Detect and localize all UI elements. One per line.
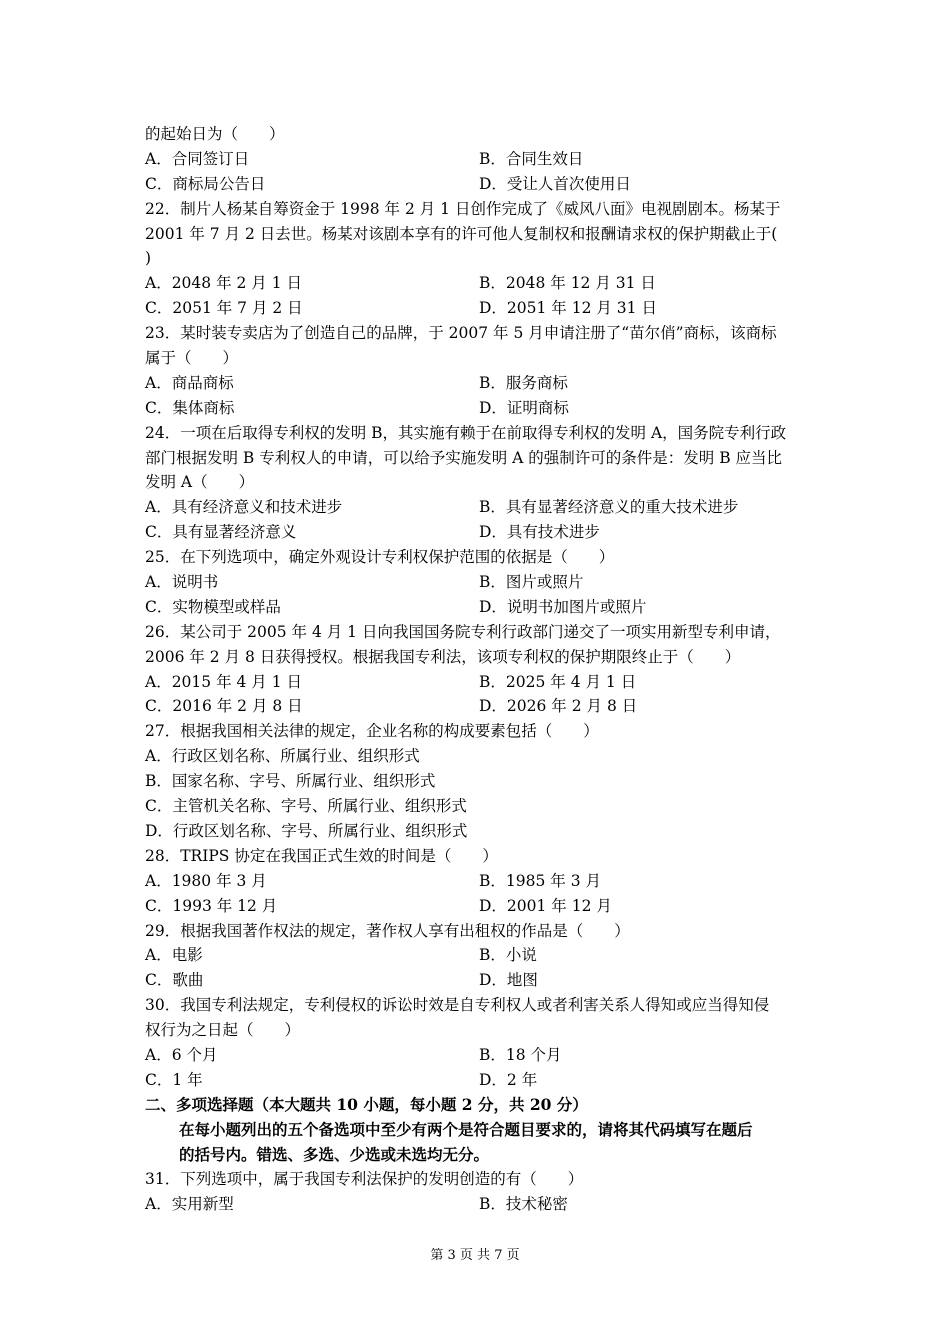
q21-option-b: B．合同生效日 [479, 149, 584, 168]
q22-text-line1: 22．制片人杨某自筹资金于 1998 年 2 月 1 日创作完成了《威风八面》电视剧剧本。杨某于 [145, 199, 781, 218]
q26-options-row1 [145, 670, 810, 695]
page-footer: 第 3 页 共 7 页 [430, 1248, 520, 1263]
q26-option-c: C．2016 年 2 月 8 日 [145, 697, 303, 716]
q22-options-row2 [145, 296, 810, 321]
q29-options-row2 [145, 968, 810, 993]
q28-option-a: A．1980 年 3 月 [145, 871, 267, 890]
q22-option-b: B．2048 年 12 月 31 日 [479, 274, 656, 293]
q21-options-row2 [145, 172, 810, 197]
q27-option-c: C．主管机关名称、字号、所属行业、组织形式 [145, 797, 467, 816]
q24-text-line1: 24．一项在后取得专利权的发明 B，其实施有赖于在前取得专利权的发明 A，国务院专利行政 [145, 423, 787, 442]
q24-option-b: B．具有显著经济意义的重大技术进步 [479, 498, 739, 517]
q28-option-b: B．1985 年 3 月 [479, 871, 601, 890]
q30-option-d: D．2 年 [479, 1070, 538, 1089]
q21-options-row1 [145, 147, 810, 172]
q25-option-a: A．说明书 [145, 573, 219, 592]
q21-option-d: D．受让人首次使用日 [479, 174, 631, 193]
q28-options-row2 [145, 894, 810, 919]
q28-options-row1 [145, 869, 810, 894]
q25-option-c: C．实物模型或样品 [145, 597, 281, 616]
q26-options-row2 [145, 694, 810, 719]
q30-options-row1 [145, 1043, 810, 1068]
q22-text-line3: ) [145, 249, 152, 268]
q30-options-row2 [145, 1068, 810, 1093]
q22-text-line2: 2001 年 7 月 2 日去世。杨某对该剧本享有的许可他人复制权和报酬请求权的保护期截止于( [145, 224, 778, 243]
q21-option-c: C．商标局公告日 [145, 174, 266, 193]
q29-option-b: B．小说 [479, 946, 537, 965]
q23-text-line1: 23．某时装专卖店为了创造自己的品牌，于 2007 年 5 月申请注册了“苗尔俏”商标，该商标 [145, 324, 777, 343]
q27-text: 27．根据我国相关法律的规定，企业名称的构成要素包括（ ） [145, 722, 599, 741]
q23-option-a: A．商品商标 [145, 373, 234, 392]
q29-option-d: D．地图 [479, 971, 538, 990]
q24-text-line3: 发明 A（ ） [145, 473, 255, 492]
q31-option-b: B．技术秘密 [479, 1195, 568, 1214]
q21-text: 的起始日为（ ） [145, 125, 285, 143]
q22-options-row1 [145, 271, 810, 296]
q29-option-a: A．电影 [145, 946, 203, 965]
q30-text-line2: 权行为之日起（ ） [145, 1021, 301, 1040]
q29-text: 29．根据我国著作权法的规定，著作权人享有出租权的作品是（ ） [145, 921, 630, 940]
section2-instructions-line1: 在每小题列出的五个备选项中至少有两个是符合题目要求的，请将其代码填写在题后 [179, 1119, 753, 1139]
q30-option-b: B．18 个月 [479, 1045, 562, 1064]
q27-option-a: A．行政区划名称、所属行业、组织形式 [145, 747, 420, 766]
q25-options-row1 [145, 570, 810, 595]
q23-option-c: C．集体商标 [145, 398, 235, 417]
q24-options-row2 [145, 520, 810, 545]
q26-option-d: D．2026 年 2 月 8 日 [479, 697, 638, 716]
q25-option-d: D．说明书加图片或照片 [479, 597, 647, 616]
section2-instructions-line2: 的括号内。错选、多选、少选或未选均无分。 [179, 1144, 490, 1164]
q29-option-c: C．歌曲 [145, 971, 204, 990]
q28-option-c: C．1993 年 12 月 [145, 896, 278, 915]
q22-option-d: D．2051 年 12 月 31 日 [479, 299, 657, 318]
q28-text: 28．TRIPS 协定在我国正式生效的时间是（ ） [145, 846, 498, 865]
q30-option-a: A．6 个月 [145, 1045, 218, 1064]
q26-option-b: B．2025 年 4 月 1 日 [479, 672, 637, 691]
q27-option-d: D．行政区划名称、字号、所属行业、组织形式 [145, 821, 468, 840]
q21-option-a: A．合同签订日 [145, 149, 250, 168]
section2-title: 二、多项选择题（本大题共 10 小题，每小题 2 分，共 20 分） [145, 1094, 588, 1114]
q22-option-c: C．2051 年 7 月 2 日 [145, 299, 303, 318]
q22-option-a: A．2048 年 2 月 1 日 [145, 274, 302, 293]
q23-text-line2: 属于（ ） [145, 349, 239, 368]
q23-options-row1 [145, 371, 810, 396]
q24-options-row1 [145, 495, 810, 520]
q23-options-row2 [145, 396, 810, 421]
exam-page [145, 122, 810, 1217]
q24-option-a: A．具有经济意义和技术进步 [145, 498, 343, 517]
q31-text: 31．下列选项中，属于我国专利法保护的发明创造的有（ ） [145, 1170, 584, 1189]
q28-option-d: D．2001 年 12 月 [479, 896, 612, 915]
q30-option-c: C．1 年 [145, 1070, 203, 1089]
q25-option-b: B．图片或照片 [479, 573, 584, 592]
q24-text-line2: 部门根据发明 B 专利权人的申请，可以给予实施发明 A 的强制许可的条件是：发明 B 应当比 [145, 448, 783, 467]
q26-option-a: A．2015 年 4 月 1 日 [145, 672, 302, 691]
q25-options-row2 [145, 595, 810, 620]
q27-option-b: B．国家名称、字号、所属行业、组织形式 [145, 772, 436, 791]
q23-option-d: D．证明商标 [479, 398, 569, 417]
q26-text-line1: 26．某公司于 2005 年 4 月 1 日向我国国务院专利行政部门递交了一项实用新型专利申请， [145, 622, 781, 641]
q26-text-line2: 2006 年 2 月 8 日获得授权。根据我国专利法，该项专利权的保护期限终止于（ ） [145, 647, 741, 666]
q25-text: 25．在下列选项中，确定外观设计专利权保护范围的依据是（ ） [145, 548, 615, 567]
q31-options-row1 [145, 1192, 810, 1217]
q23-option-b: B．服务商标 [479, 373, 568, 392]
q29-options-row1 [145, 943, 810, 968]
q24-option-d: D．具有技术进步 [479, 523, 600, 542]
q24-option-c: C．具有显著经济意义 [145, 523, 297, 542]
q31-option-a: A．实用新型 [145, 1195, 234, 1214]
q30-text-line1: 30．我国专利法规定，专利侵权的诉讼时效是自专利权人或者利害关系人得知或应当得知侵 [145, 996, 770, 1015]
